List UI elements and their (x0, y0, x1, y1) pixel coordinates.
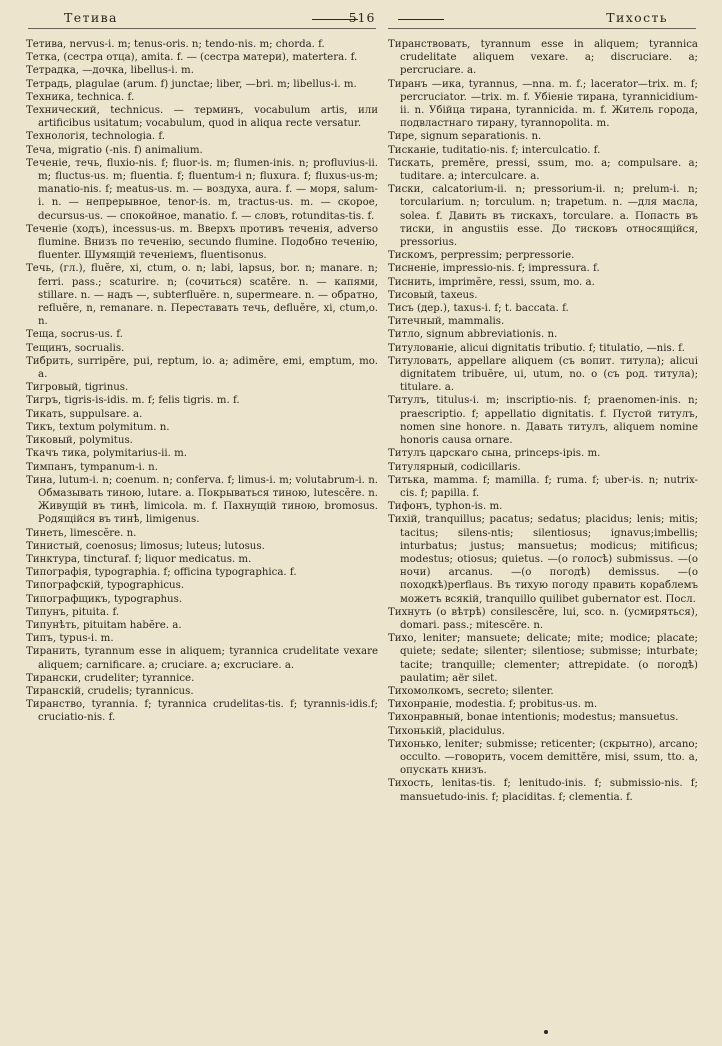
dictionary-entry: Тинеть, limescĕre. n. (26, 527, 137, 539)
dictionary-entry: Тихо, leniter; mansuete; delicate; mite; modice; placate; quiete; sedate; silenter; silentiose; submisse; inturbate; tacite; tranquille; clementer; attrepidate. (о погодѣ) paulatim; aër silet. (388, 633, 698, 684)
dictionary-entry: Титулованіе, alicui dignitatis tributio. f; titulatio, —nis. f. (388, 342, 685, 354)
dictionary-entry: Тихнуть (о вѣтрѣ) consilescĕre, lui, sco. n. (усмиряться), domari. pass.; mitescĕre. n. (388, 606, 698, 631)
dictionary-entry: Ткачъ тика, polymitarius-ii. m. (26, 448, 188, 460)
dictionary-entry: Тисненіе, impressio-nis. f; impressura. f. (388, 263, 600, 275)
left-column (26, 38, 378, 725)
dictionary-entry: Тетка, (сестра отца), amita. f. — (сестра матери), matertera. f. (26, 52, 358, 64)
dictionary-entry: Тихомолкомъ, secreto; silenter. (388, 685, 554, 697)
right-column (388, 38, 698, 804)
dictionary-entry: Тиснить, imprimĕre, ressi, ssum, mo. a. (388, 276, 595, 288)
dictionary-entry: Тигръ, tigris-is-idis. m. f; felis tigris. m. f. (26, 395, 240, 407)
dictionary-entry: Типунѣть, pituitam habĕre. a. (26, 619, 182, 631)
dictionary-entry: Тиски, calcatorium-ii. n; pressorium-ii. n; prelum-i. n; torcularium. n; torculum. n; trapetum. n. —для масла, solea. f. Давить въ тискахъ, torculare. a. Попасть въ тиски, in angustiis esse. До тисковъ относящійся, pressorius. (388, 184, 698, 249)
header-rule-left (28, 28, 376, 29)
dictionary-entry: Титька, mamma. f; mamilla. f; ruma. f; uber-is. n; nutrix-cis. f; papilla. f. (388, 474, 698, 499)
dictionary-entry: Теща, socrus-us. f. (26, 329, 123, 341)
dictionary-entry: Титулярный, codicillaris. (388, 461, 521, 473)
dictionary-entry: Теченіе, течь, fluxio-nis. f; fluor-is. m; flumen-inis. n; profluvius-ii. m; fluctus-us. m; fluentia. f; fluentum-i n; fluxura. f; fluxus-us-m; manatio-nis. f; meatus-us. m. — воздуха, aura. f. — моря, salum-i. n. — непрерывное, tenor-is. m, tractus-us. m. — скорое, decursus-us. — спокойное, manatio. f. — словъ, rotunditas-tis. f. (26, 157, 378, 222)
dictionary-entry: Тисъ (дер.), taxus-i. f; t. baccata. f. (388, 303, 569, 315)
dictionary-entry: Технический, technicus. — терминъ, vocabulum artis, или artificibus usitatum; vocabulum, quod in aliqua recte versatur. (26, 105, 378, 130)
dictionary-entry: Титуловать, appellare aliquem (съ вопит. титула); alicui dignitatem tribuĕre, ui, utum, no. o (съ род. титула); titulare. a. (388, 355, 698, 394)
dictionary-entry: Тиранить, tyrannum esse in aliquem; tyrannica crudelitate vexare aliquem; carnificare. a; cruciare. a; excruciare. a. (26, 646, 378, 671)
dictionary-entry: Тигровый, tigrinus. (26, 382, 129, 394)
printer-mark (544, 1030, 548, 1034)
dictionary-entry: Тихость, lenitas-tis. f; lenitudo-inis. f; submissio-nis. f; mansuetudo-inis. f; placiditas. f; clementia. f. (388, 778, 698, 803)
dictionary-entry: Технологія, technologia. f. (26, 131, 166, 143)
header-rule-right (388, 28, 696, 29)
dictionary-entry: Тиранскій, crudelis; tyrannicus. (26, 685, 194, 697)
dictionary-entry: Тире, signum separationis. n. (388, 131, 542, 143)
dictionary-entry: Титулъ, titulus-i. m; inscriptio-nis. f; praenomen-inis. n; praescriptio. f; appellatio dignitatis. f. Пустой титулъ, nomen sine honore. n. Давать титулъ, aliquem nomine honoris causa ornare. (388, 395, 698, 447)
page-header (26, 10, 698, 36)
dictionary-entry: Титулъ царскаго сына, princeps-ipis. m. (388, 448, 601, 460)
dictionary-entry: Тинктура, tincturaf. f; liquor medicatus. m. (26, 553, 252, 565)
dictionary-entry: Тетрадь, plagulae (arum. f) junctae; liber, —bri. m; libellus-i. m. (26, 78, 357, 90)
dictionary-entry: Тискомъ, perpressim; perpressorie. (388, 250, 575, 262)
dictionary-entry: Тиранъ —ика, tyrannus, —nna. m. f.; lacerator—trix. m. f; percruciator. —trix. m. f. Убіеніе тирана, tyrannicidium-ii. n. Убійца тирана, tyrannicida. m. f. Житель города, подвластнаго тирану, tyrannopolita. m. (388, 78, 698, 130)
page-number: 516 (348, 10, 376, 25)
dictionary-entry: Течь, (гл.), fluĕre, xi, ctum, o. n; labi, lapsus, bor. n; manare. n; ferri. pass.; scaturire. n; (сочиться) scatĕre. n. — капями, stillare. n. — надъ —, subterfluĕre. n, supermeare. n. — обратно, refluĕre, n, remanare. n. Переставать течь, defluĕre, xi, ctum,o. n. (26, 263, 378, 328)
header-dash-right (398, 19, 444, 20)
dictionary-entry: Тибрить, surripĕre, pui, reptum, io. a; adimĕre, emi, emptum, mo. a. (26, 355, 378, 381)
dictionary-entry: Тихонько, leniter; submisse; reticenter; (скрытно), arcano; occulto. —говорить, vocem demittĕre, misi, ssum, tto. a, опускать книзъ. (388, 738, 698, 777)
dictionary-entry: Тикъ, textum polymitum. n. (26, 421, 170, 433)
dictionary-entry: Техника, technica. f. (26, 91, 135, 103)
dictionary-entry: Типографія, typographia. f; officina typographica. f. (26, 567, 297, 579)
dictionary-entry: Типунъ, pituita. f. (26, 606, 120, 618)
dictionary-entry: Тимпанъ, tympanum-i. n. (26, 461, 158, 473)
dictionary-entry: Тискать, premĕre, pressi, ssum, mo. a; compulsare. a; tuditare. a; interculcare. a. (388, 157, 698, 183)
dictionary-entry: Типъ, typus-i. m. (26, 633, 114, 645)
dictionary-entry: Тирански, crudeliter; tyrannice. (26, 672, 195, 684)
dictionary-entry: Тиковый, polymitus. (26, 435, 133, 447)
dictionary-entry: Типографскій, typographicus. (26, 580, 185, 592)
dictionary-entry: Тиранствовать, tyrannum esse in aliquem; tyrannica crudelitate aliquem vexare. a; discruciare. a; percruciare. a. (388, 39, 698, 77)
dictionary-entry: Титло, signum abbreviationis. n. (388, 329, 558, 341)
dictionary-entry: Тихій, tranquillus; pacatus; sedatus; placidus; lenis; mitis; tacitus; silens-ntis; silentiosus; ignavus;imbellis; inturbatus; justus; mansuetus; modicus; mitificus; modestus; otiosus; quietus. —(о голосѣ) submissus. —(о ночи) arcanus. —(о погодѣ) demissus. —(о походкѣ)perflaus. Въ тихую погоду править кораблемъ можетъ всякій, tranquillo quilibet gubernator est. Посл. (388, 514, 698, 605)
header-left-word: Тетива (64, 10, 118, 25)
dictionary-entry: Тина, lutum-i. n; coenum. n; conferva. f; limus-i. m; volutabrum-i. n. Обмазывать тиною, lutare. a. Покрываться тиною, lutescĕre. n. Живущій въ тинѣ, limicola. m. f. Пахнущій тиною, bromosus. Родящійся въ тинѣ, limigenus. (26, 474, 378, 526)
dictionary-entry: Тетрадка, —дочка, libellus-i. m. (26, 65, 194, 77)
dictionary-entry: Типографщикъ, typographus. (26, 593, 183, 605)
dictionary-entry: Теченіе (ходъ), incessus-us. m. Вверхъ противъ теченія, adverso flumine. Внизъ по теченію, secundo flumine. Подобно теченію, fluenter. Шумящій теченіемъ, fluentisonus. (26, 223, 378, 262)
dictionary-entry: Тихонравный, bonae intentionis; modestus; mansuetus. (388, 712, 679, 724)
header-right-word: Тихость (606, 10, 668, 25)
dictionary-entry: Тифонъ, typhon-is. m. (388, 501, 503, 513)
dictionary-entry: Тихонраніе, modestia. f; probitus-us. m. (388, 699, 598, 711)
dictionary-entry: Тихонькій, placidulus. (388, 725, 505, 737)
dictionary-entry: Тисовый, taxeus. (388, 289, 478, 301)
dictionary-entry: Тисканіе, tuditatio-nis. f; interculcatio. f. (388, 144, 601, 156)
dictionary-entry: Тетива, nervus-i. m; tenus-oris. n; tendo-nis. m; chorda. f. (26, 39, 325, 50)
dictionary-entry: Тещинъ, socrualis. (26, 342, 125, 354)
dictionary-entry: Тиранство, tyrannia. f; tyrannica crudelitas-tis. f; tyrannis-idis.f; cruciatio-nis. f. (26, 699, 378, 724)
dictionary-entry: Теча, migratio (-nis. f) animalium. (26, 144, 203, 156)
dictionary-entry: Титечный, mammalis. (388, 316, 505, 328)
dictionary-entry: Тикать, suppulsare. a. (26, 408, 143, 420)
dictionary-entry: Тинистый, coenosus; limosus; luteus; lutosus. (26, 540, 265, 552)
